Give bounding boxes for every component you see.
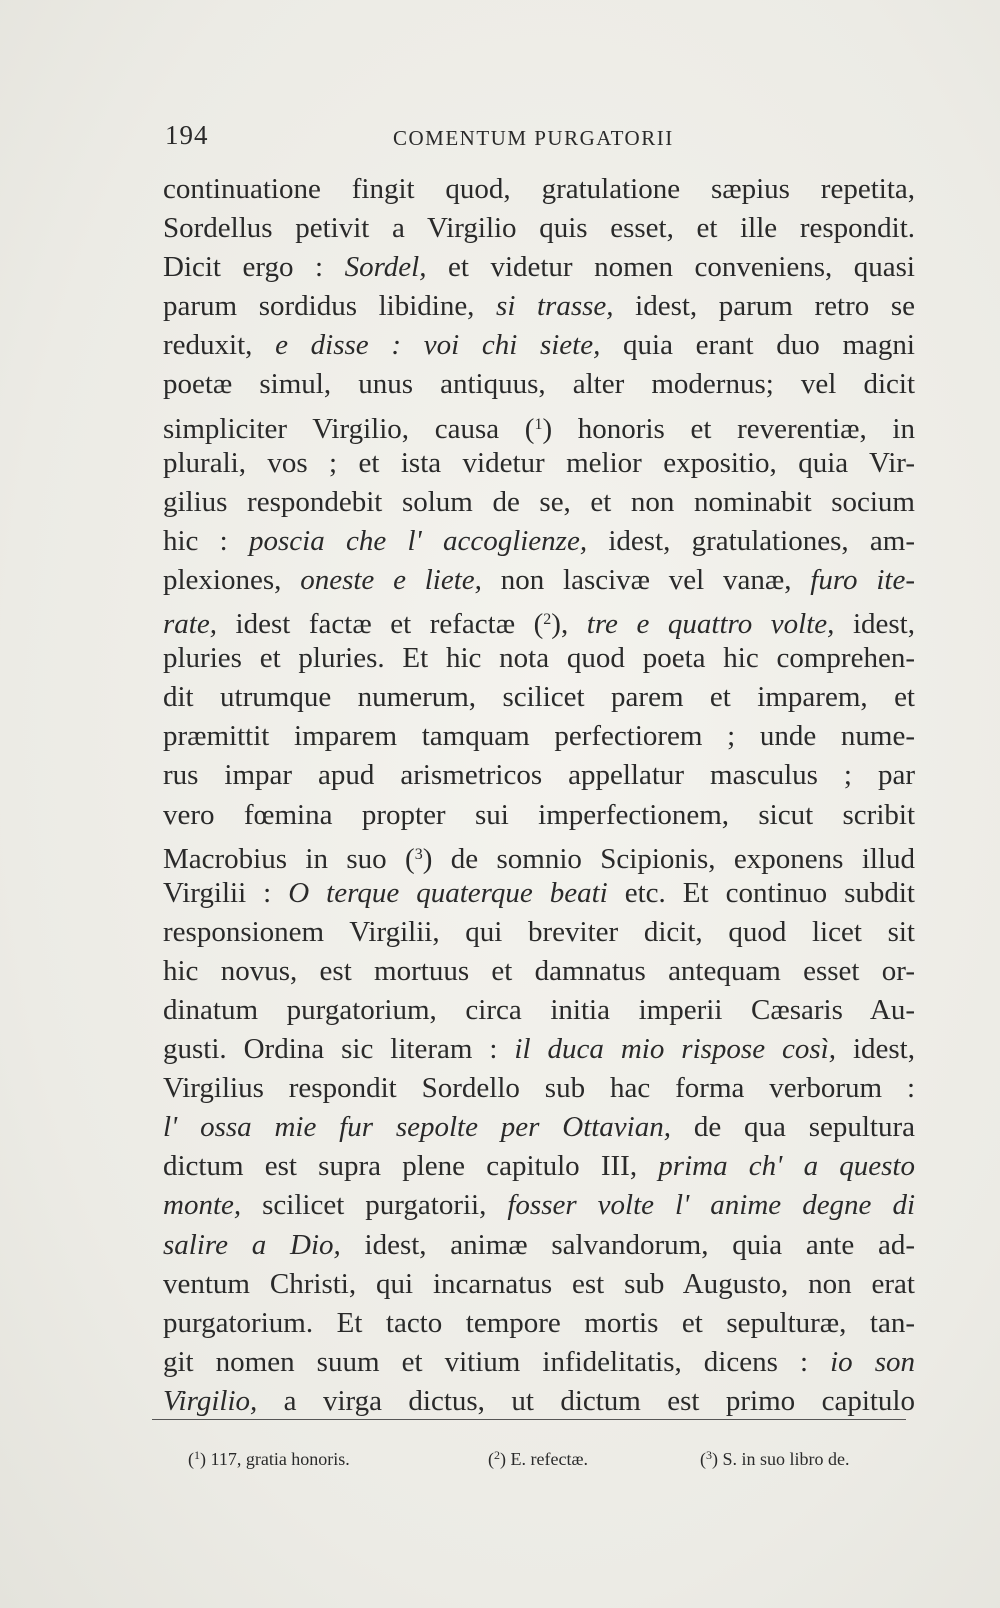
italic-quotation: si trasse,: [496, 290, 614, 323]
footnote-mark: 2: [494, 1448, 500, 1462]
text-line: [163, 639, 915, 678]
text-line: [163, 1343, 915, 1382]
italic-quotation: furo ite-: [810, 563, 915, 596]
text-segment: reduxit,: [163, 329, 276, 362]
footnote-reference: 1: [534, 415, 543, 433]
text-segment: Virgilii :: [163, 876, 289, 909]
text-segment: gilius respondebit solum de se, et non nominabit socium: [163, 485, 915, 518]
text-line: [163, 1186, 915, 1225]
text-segment: idest, gratulationes, am-: [587, 524, 915, 557]
italic-quotation: poscia che l' accoglienze,: [248, 524, 588, 557]
italic-quotation: il duca mio rispose così,: [514, 1033, 836, 1066]
text-line: [163, 1030, 915, 1069]
text-segment: ventum Christi, qui incarnatus est sub Augusto, non erat: [163, 1267, 915, 1300]
footnote-text: S. in suo libro de.: [718, 1449, 850, 1469]
text-line: [163, 913, 915, 952]
italic-quotation: rate,: [163, 608, 217, 641]
text-segment: idest,: [834, 608, 915, 641]
text-segment: ) de somnio Scipionis, exponens illud: [422, 842, 915, 875]
italic-quotation: io son: [830, 1345, 915, 1378]
text-line: [163, 1069, 915, 1108]
footnote-reference: 3: [414, 845, 423, 863]
text-line: [163, 444, 915, 483]
italic-quotation: tre e quattro volte,: [586, 608, 835, 641]
body-text: [163, 170, 915, 1421]
footnote-mark: 3: [706, 1448, 712, 1462]
running-title: COMENTUM PURGATORII: [393, 126, 674, 150]
text-line: [163, 326, 915, 365]
text-segment: parum sordidus libidine,: [163, 290, 497, 323]
text-segment: simpliciter Virgilio, causa (: [163, 412, 535, 445]
text-line: [163, 209, 915, 248]
page-header: [165, 120, 905, 160]
text-line: [163, 1147, 915, 1186]
text-line: [163, 678, 915, 717]
italic-quotation: l' ossa mie fur sepolte per Ottavian,: [163, 1111, 671, 1144]
text-segment: idest,: [836, 1033, 915, 1066]
text-line: [163, 600, 915, 639]
text-line: [163, 756, 915, 795]
text-line: [163, 561, 915, 600]
text-segment: dinatum purgatorium, circa initia imperii Cæsaris Au-: [163, 993, 915, 1026]
text-segment: git nomen suum et vitium infidelitatis, dicens :: [163, 1345, 831, 1378]
text-line: [163, 365, 915, 404]
text-line: [163, 522, 915, 561]
text-line: [163, 874, 915, 913]
text-line: [163, 717, 915, 756]
italic-quotation: prima ch' a questo: [658, 1150, 915, 1183]
text-line: [163, 1226, 915, 1265]
text-segment: idest factæ et refactæ (: [216, 608, 544, 641]
text-line: [163, 952, 915, 991]
text-segment: hic novus, est mortuus et damnatus antequam esset or-: [163, 954, 915, 987]
italic-quotation: fosser volte l' anime degne di: [507, 1189, 915, 1222]
text-segment: hic :: [163, 524, 249, 557]
text-segment: Virgilius respondit Sordello sub hac forma verborum :: [163, 1072, 915, 1105]
text-line: [163, 1265, 915, 1304]
italic-quotation: Sordel,: [344, 251, 427, 284]
text-segment: purgatorium. Et tacto tempore mortis et sepulturæ, tan-: [163, 1306, 915, 1339]
text-segment: poetæ simul, unus antiquus, alter modernus; vel dicit: [163, 368, 915, 401]
text-line: [163, 991, 915, 1030]
italic-quotation: Virgilio,: [163, 1384, 258, 1417]
text-line: [163, 1304, 915, 1343]
footnote-3: ($^3$) S. in suo libro de.: [700, 1448, 850, 1469]
text-line: [163, 796, 915, 835]
text-segment: et videtur nomen conveniens, quasi: [426, 251, 915, 284]
footnote-text: 117, gratia honoris.: [206, 1449, 350, 1469]
page-number: 194: [165, 120, 209, 150]
text-segment: a virga dictus, ut dictum est primo capitulo: [257, 1384, 915, 1417]
text-segment: rus impar apud arismetricos appellatur masculus ; par: [163, 759, 915, 792]
text-segment: responsionem Virgilii, qui breviter dicit, quod licet sit: [163, 915, 915, 948]
text-segment: dictum est supra plene capitulo III,: [163, 1150, 659, 1183]
text-segment: pluries et pluries. Et hic nota quod poeta hic comprehen-: [163, 642, 915, 675]
text-segment: quia erant duo magni: [600, 329, 915, 362]
text-line: [163, 835, 915, 874]
text-segment: de qua sepultura: [671, 1111, 915, 1144]
text-line: [163, 287, 915, 326]
footnote-1: ($^1$) 117, gratia honoris.: [188, 1448, 350, 1469]
text-line: [163, 405, 915, 444]
footnote-rule: [152, 1419, 906, 1420]
text-segment: idest, animæ salvandorum, quia ante ad-: [340, 1228, 915, 1261]
footnote-text: E. refectæ.: [506, 1449, 588, 1469]
text-segment: idest, parum retro se: [613, 290, 915, 323]
text-segment: Dicit ergo :: [163, 251, 345, 284]
text-segment: dit utrumque numerum, scilicet parem et imparem, et: [163, 681, 915, 714]
italic-quotation: oneste e liete,: [300, 563, 482, 596]
text-segment: etc. Et continuo subdit: [607, 876, 915, 909]
italic-quotation: salire a Dio,: [163, 1228, 341, 1261]
text-segment: scilicet purgatorii,: [241, 1189, 508, 1222]
text-segment: Sordellus petivit a Virgilio quis esset, et ille respondit.: [163, 212, 915, 245]
text-segment: plexiones,: [163, 563, 301, 596]
text-segment: continuatione fingit quod, gratulatione sæpius repetita,: [163, 173, 915, 205]
text-segment: ),: [551, 608, 587, 641]
text-line: [163, 170, 915, 209]
text-segment: vero fœmina propter sui imperfectionem, sicut scribit: [163, 798, 915, 831]
footnote-2: ($^2$) E. refectæ.: [488, 1448, 588, 1469]
text-segment: ) honoris et reverentiæ, in: [542, 412, 915, 445]
footnotes: [188, 1448, 908, 1478]
text-line: [163, 1382, 915, 1421]
text-segment: gusti. Ordina sic literam :: [163, 1033, 515, 1066]
text-segment: plurali, vos ; et ista videtur melior expositio, quia Vir-: [163, 446, 915, 479]
text-segment: non lascivæ vel vanæ,: [481, 563, 811, 596]
text-segment: præmittit imparem tamquam perfectiorem ; unde nume-: [163, 720, 915, 753]
footnote-mark: 1: [194, 1448, 200, 1462]
text-line: [163, 1108, 915, 1147]
text-line: [163, 483, 915, 522]
text-line: [163, 248, 915, 287]
text-segment: Macrobius in suo (: [163, 842, 415, 875]
italic-quotation: monte,: [163, 1189, 242, 1222]
footnote-reference: 2: [543, 611, 552, 629]
italic-quotation: e disse : voi chi siete,: [275, 329, 601, 362]
italic-quotation: O terque quaterque beati: [288, 876, 608, 909]
